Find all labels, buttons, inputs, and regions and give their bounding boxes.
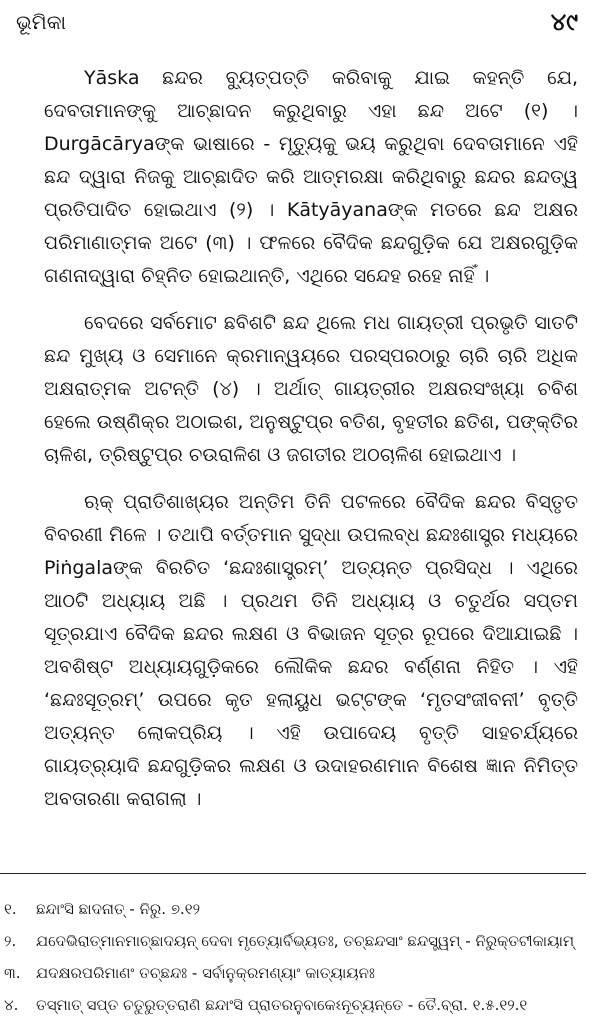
running-head: ଭୂମିକା: [16, 10, 67, 34]
footnote-number: ୩.: [4, 964, 21, 982]
paragraph: ବେଦରେ ସର୍ବମୋଟ ଛବିଶଟି ଛନ୍ଦ ଥିଲେ ମଧ ଗାୟତ୍ରୀ ପ୍ରଭୃତି ସାତଟି ଛନ୍ଦ ମୁଖ୍ୟ ଓ ସେମାନେ କ୍ରମାନ୍ୱୟରେ ପରସ୍ପରଠାରୁ ଚାରି ଚାରି ଅଧିକ ଅକ୍ଷରାତ୍ମକ ଅଟନ୍ତି (୪) । ଅର୍ଥାତ୍ ଗାୟତ୍ରୀର ଅକ୍ଷରସଂଖ୍ୟା ଚବିଶ ହେଲେ ଉଷ୍ଣିକ୍‌ର ଅଠାଇଶ, ଅନୁଷ୍ଟୁପ୍‌ର ବତିଶ, ବୃହତୀର ଛତିଶ, ପଙ୍‌କ୍ତିର ଚାଳିଶ, ତ୍ରିଷ୍ଟୁପ୍‌ର ଚଉରାଳିଶ ଓ ଜଗତୀର ଅଠଚାଳିଶ ହୋଇଥାଏ ।: [44, 312, 578, 466]
footnote-number: ୨.: [4, 932, 17, 950]
footnote: [4, 893, 594, 925]
footnote-text: ଛନ୍ଦାଂସି ଛାଦନାତ୍ - ନିରୁ. ୭.୧୨: [36, 900, 201, 918]
paragraph: Yāska ଛନ୍ଦର ବ୍ୟୁତ୍ପତ୍ତି କରିବାକୁ ଯାଇ କହନ୍ତି ଯେ, ଦେବତାମାନଙ୍କୁ ଆଚ୍ଛାଦନ କରୁଥିବାରୁ ଏହା ଛନ୍ଦ ଅଟେ (୧) । Durgācāryaଙ୍କ ଭାଷାରେ - ମୃତ୍ୟୁକୁ ଭୟ କରୁଥିବା ଦେବତାମାନେ ଏହି ଛନ୍ଦ ଦ୍ୱାରା ନିଜକୁ ଆଚ୍ଛାଦିତ କରି ଆତ୍ମରକ୍ଷା କରିଥିବାରୁ ଛନ୍ଦର ଛନ୍ଦତ୍ୱ ପ୍ରତିପାଦିତ ହୋଇଥାଏ (୨) । Kātyāyanaଙ୍କ ମତରେ ଛନ୍ଦ ଅକ୍ଷର ପରିମାଣାତ୍ମକ ଅଟେ (୩) । ଫଳରେ ବୈଦିକ ଛନ୍ଦଗୁଡ଼ିକ ଯେ ଅକ୍ଷରଗୁଡ଼ିକ ଗଣନାଦ୍ୱାରା ଚିହ୍ନିତ ହୋଇଥାନ୍ତି, ଏଥିରେ ସନ୍ଦେହ ରହେ ନାହିଁ ।: [44, 67, 578, 287]
footnote: [4, 989, 594, 1021]
footnote-number: ୧.: [4, 900, 17, 918]
page-number: ୪୯: [550, 8, 578, 36]
body-text: [44, 62, 578, 830]
footnote: [4, 957, 594, 989]
footnotes: [4, 893, 594, 1021]
paragraph: ଋକ୍ ପ୍ରାତିଶାଖ୍ୟର ଅନ୍ତିମ ତିନି ପଟଳରେ ବୈଦିକ ଛନ୍ଦର ବିସ୍ତୃତ ବିବରଣୀ ମିଳେ । ତଥାପି ବର୍ତ୍ତମାନ ସୁଦ୍ଧା ଉପଲବ୍ଧ ଛନ୍ଦଃଶାସ୍ତ୍ର ମଧ୍ୟରେ Piṅgalaଙ୍କ ବିରଚିତ ‘ଛନ୍ଦଃଶାସ୍ତ୍ରମ୍’ ଅତ୍ୟନ୍ତ ପ୍ରସିଦ୍ଧ । ଏଥିରେ ଆଠଟି ଅଧ୍ୟାୟ ଅଛି । ପ୍ରଥମ ତିନି ଅଧ୍ୟାୟ ଓ ଚତୁର୍ଥର ସପ୍ତମ ସୂତ୍ରଯାଏ ବୈଦିକ ଛନ୍ଦର ଲକ୍ଷଣ ଓ ବିଭାଜନ ସୂତ୍ର ରୂପରେ ଦିଆଯାଇଛି । ଅବଶିଷ୍ଟ ଅଧ୍ୟାୟଗୁଡ଼ିକରେ ଲୌକିକ ଛନ୍ଦର ବର୍ଣ୍ଣନା ନିହିତ । ଏହି ‘ଛନ୍ଦଃସୂତ୍ରମ୍’ ଉପରେ କୃତ ହଲାୟୁଧ ଭଟ୍ଟଙ୍କ ‘ମୃତସଂଜୀବନୀ’ ବୃତ୍ତି ଅତ୍ୟନ୍ତ ଲୋକପ୍ରିୟ । ଏହି ଉପାଦେୟ ବୃତ୍ତି ସାହଚର୍ଯ୍ୟରେ ଗାୟତ୍ର୍ୟାଦି ଛନ୍ଦଗୁଡ଼ିକର ଲକ୍ଷଣ ଓ ଉଦାହରଣମାନ ବିଶେଷ ଜ୍ଞାନ ନିମିତ୍ତ ଅବତାରଣା କରାଗଲା ।: [44, 491, 578, 810]
footnote-divider: [0, 873, 586, 874]
footnote-text: ଯଦେଭିରାତ୍ମାନମାଚ୍ଛାଦୟନ୍ ଦେବା ମୃତ୍ୟୋର୍ବିଭ୍ୟତଃ, ତଚ୍ଛନ୍ଦସାଂ ଛନ୍ଦସ୍ତ୍ୱମ୍ - ନିରୁକ୍ତଟୀକାୟାମ୍: [36, 932, 575, 950]
footnote-text: ତସ୍ମାତ୍ ସପ୍ତ ଚତୁରୁତ୍ତରାଣି ଛନ୍ଦାଂସି ପ୍ରାତରନୁବାକେଽନୂଚ୍ୟନ୍ତେ - ତୈ.ବ୍ରା. ୧.୫.୧୨.୧: [36, 996, 528, 1014]
footnote: [4, 925, 594, 957]
footnote-text: ଯଦକ୍ଷରପରିମାଣଂ ତଚ୍ଛନ୍ଦଃ - ସର୍ବାନୁକ୍ରମଣ୍ୟାଂ କାତ୍ୟାୟନଃ: [36, 964, 375, 982]
footnote-number: ୪.: [4, 996, 19, 1014]
page-header: [16, 10, 584, 40]
